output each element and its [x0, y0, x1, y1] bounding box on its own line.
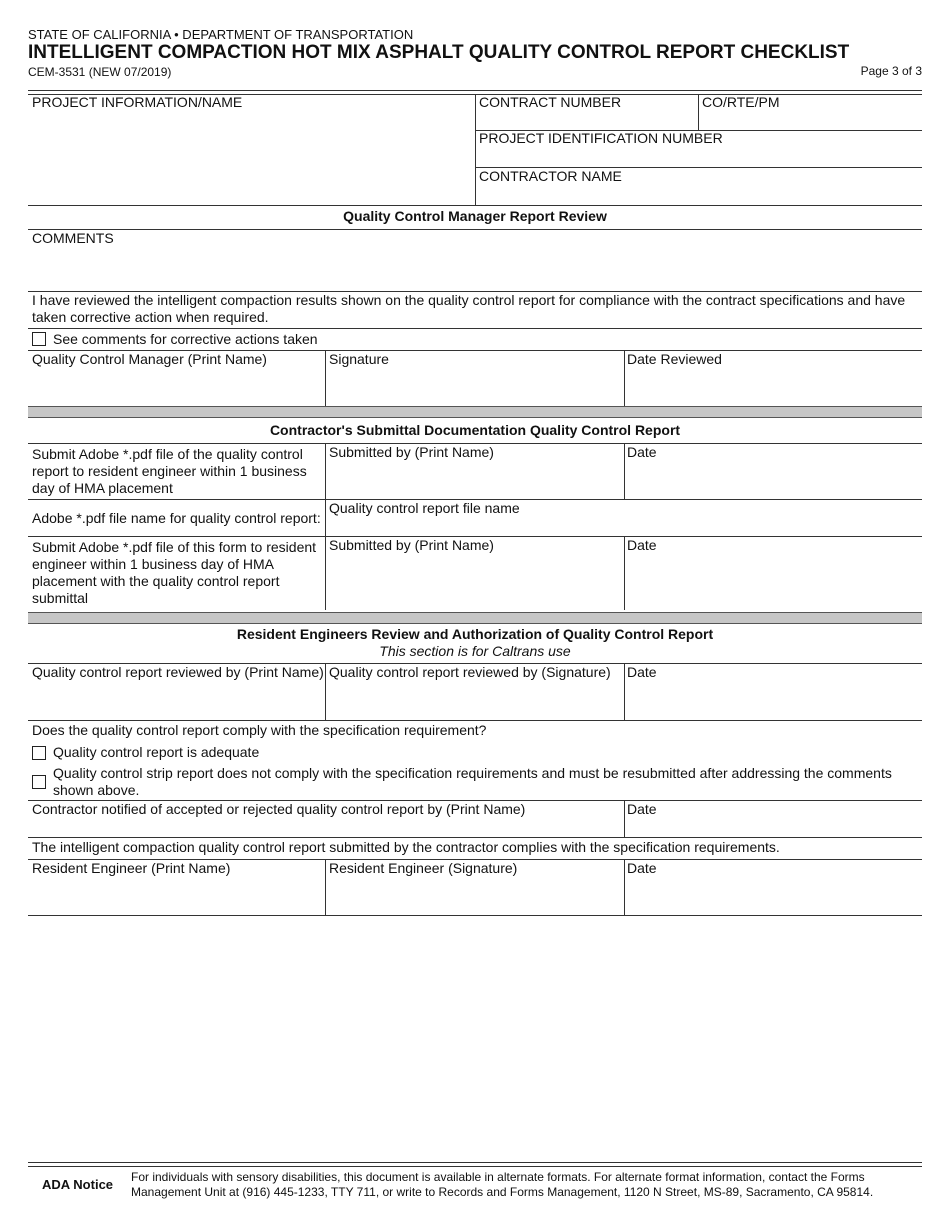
- divider: [28, 837, 922, 838]
- comments-field[interactable]: [28, 248, 922, 290]
- divider: [28, 328, 922, 329]
- resident-engineer-name-field[interactable]: [28, 878, 324, 914]
- resident-review-subheading: This section is for Caltrans use: [379, 643, 571, 659]
- project-name-field[interactable]: [28, 112, 474, 204]
- divider: [28, 720, 922, 721]
- divider: [28, 229, 922, 230]
- corrective-actions-label: See comments for corrective actions taken: [53, 331, 318, 347]
- project-name-label: PROJECT INFORMATION/NAME: [32, 94, 243, 110]
- date-label: Date: [627, 444, 657, 460]
- contract-number-label: CONTRACT NUMBER: [479, 94, 622, 110]
- file-name-instruction: Adobe *.pdf file name for quality control report:: [32, 510, 321, 526]
- date-label: Date: [627, 664, 657, 680]
- qc-manager-field[interactable]: [28, 369, 324, 405]
- resident-engineer-signature-field[interactable]: [326, 878, 623, 914]
- resident-engineer-signature-label: Resident Engineer (Signature): [329, 860, 518, 876]
- date-field[interactable]: [625, 555, 921, 609]
- contractor-name-label: CONTRACTOR NAME: [479, 168, 622, 184]
- section-separator: [28, 612, 922, 624]
- page-number: Page 3 of 3: [860, 64, 922, 78]
- signature-label: Signature: [329, 351, 389, 367]
- contractor-notified-field[interactable]: [28, 819, 623, 836]
- co-rte-pm-label: CO/RTE/PM: [702, 94, 780, 110]
- qc-manager-label: Quality Control Manager (Print Name): [32, 351, 267, 367]
- date-reviewed-label: Date Reviewed: [627, 351, 722, 367]
- date-field[interactable]: [625, 878, 921, 914]
- date-field[interactable]: [625, 462, 921, 498]
- resident-review-heading: Resident Engineers Review and Authorization of Quality Control Report: [236, 626, 714, 642]
- footer-divider: [28, 1166, 922, 1167]
- date-reviewed-field[interactable]: [625, 369, 921, 405]
- comments-label: COMMENTS: [32, 230, 114, 246]
- submitted-by-field[interactable]: [326, 462, 623, 498]
- submit-form-instruction: Submit Adobe *.pdf file of this form to resident engineer within 1 business day of HMA placement with the quality control report submittal: [32, 539, 317, 606]
- file-name-field[interactable]: [326, 518, 921, 535]
- file-name-label: Quality control report file name: [329, 500, 520, 516]
- submittal-heading: Contractor's Submittal Documentation Quality Control Report: [269, 422, 681, 438]
- agency-line: STATE OF CALIFORNIA • DEPARTMENT OF TRANSPORTATION: [28, 27, 414, 42]
- project-id-label: PROJECT IDENTIFICATION NUMBER: [479, 130, 723, 146]
- report-adequate-checkbox[interactable]: [32, 746, 46, 760]
- contract-number-field[interactable]: [476, 112, 697, 129]
- footer-divider: [28, 1162, 922, 1163]
- signature-field[interactable]: [326, 369, 623, 405]
- qcm-review-heading: Quality Control Manager Report Review: [343, 208, 607, 224]
- submitted-by-label: Submitted by (Print Name): [329, 537, 494, 553]
- contractor-name-field[interactable]: [476, 186, 921, 204]
- date-label: Date: [627, 860, 657, 876]
- section-separator: [28, 406, 922, 418]
- date-field[interactable]: [625, 819, 921, 836]
- date-field[interactable]: [625, 682, 921, 719]
- ada-notice-text: For individuals with sensory disabilities, this document is available in alternate formats. For alternate format information, contact the Forms Management Unit at (916) 445-1233, TTY 711, or write to Records and Forms Management, 1120 N Street, MS-89, Sacramento, CA 95814.: [131, 1170, 874, 1199]
- form-number: CEM-3531 (NEW 07/2019): [28, 65, 172, 79]
- resident-engineer-name-label: Resident Engineer (Print Name): [32, 860, 231, 876]
- qcm-statement: I have reviewed the intelligent compaction results shown on the quality control report for compliance with the contract specifications and have taken corrective action when required.: [32, 292, 906, 325]
- reviewed-by-signature-label: Quality control report reviewed by (Signature): [329, 664, 611, 680]
- divider: [28, 90, 922, 91]
- reviewed-by-signature-field[interactable]: [326, 682, 623, 719]
- ada-notice-label: ADA Notice: [42, 1177, 114, 1192]
- report-noncompliant-label: Quality control strip report does not comply with the specification requirements and must be resubmitted after addressing the comments shown above.: [53, 765, 892, 798]
- corrective-actions-checkbox[interactable]: [32, 332, 46, 346]
- reviewed-by-name-label: Quality control report reviewed by (Print Name): [32, 664, 324, 680]
- submitted-by-field[interactable]: [326, 555, 623, 609]
- contractor-notified-label: Contractor notified of accepted or rejected quality control report by (Print Name): [32, 801, 526, 817]
- compliance-statement: The intelligent compaction quality control report submitted by the contractor complies with the specification requirements.: [32, 839, 780, 855]
- co-rte-pm-field[interactable]: [699, 112, 921, 129]
- divider: [28, 915, 922, 916]
- report-noncompliant-checkbox[interactable]: [32, 775, 46, 789]
- date-label: Date: [627, 537, 657, 553]
- divider: [28, 205, 922, 206]
- reviewed-by-name-field[interactable]: [28, 682, 324, 719]
- submit-report-instruction: Submit Adobe *.pdf file of the quality control report to resident engineer within 1 business day of HMA placement: [32, 446, 307, 496]
- date-label: Date: [627, 801, 657, 817]
- compliance-question: Does the quality control report comply with the specification requirement?: [32, 722, 487, 738]
- form-title: INTELLIGENT COMPACTION HOT MIX ASPHALT QUALITY CONTROL REPORT CHECKLIST: [28, 42, 850, 63]
- report-adequate-label: Quality control report is adequate: [53, 744, 260, 760]
- project-id-field[interactable]: [476, 148, 921, 166]
- submitted-by-label: Submitted by (Print Name): [329, 444, 494, 460]
